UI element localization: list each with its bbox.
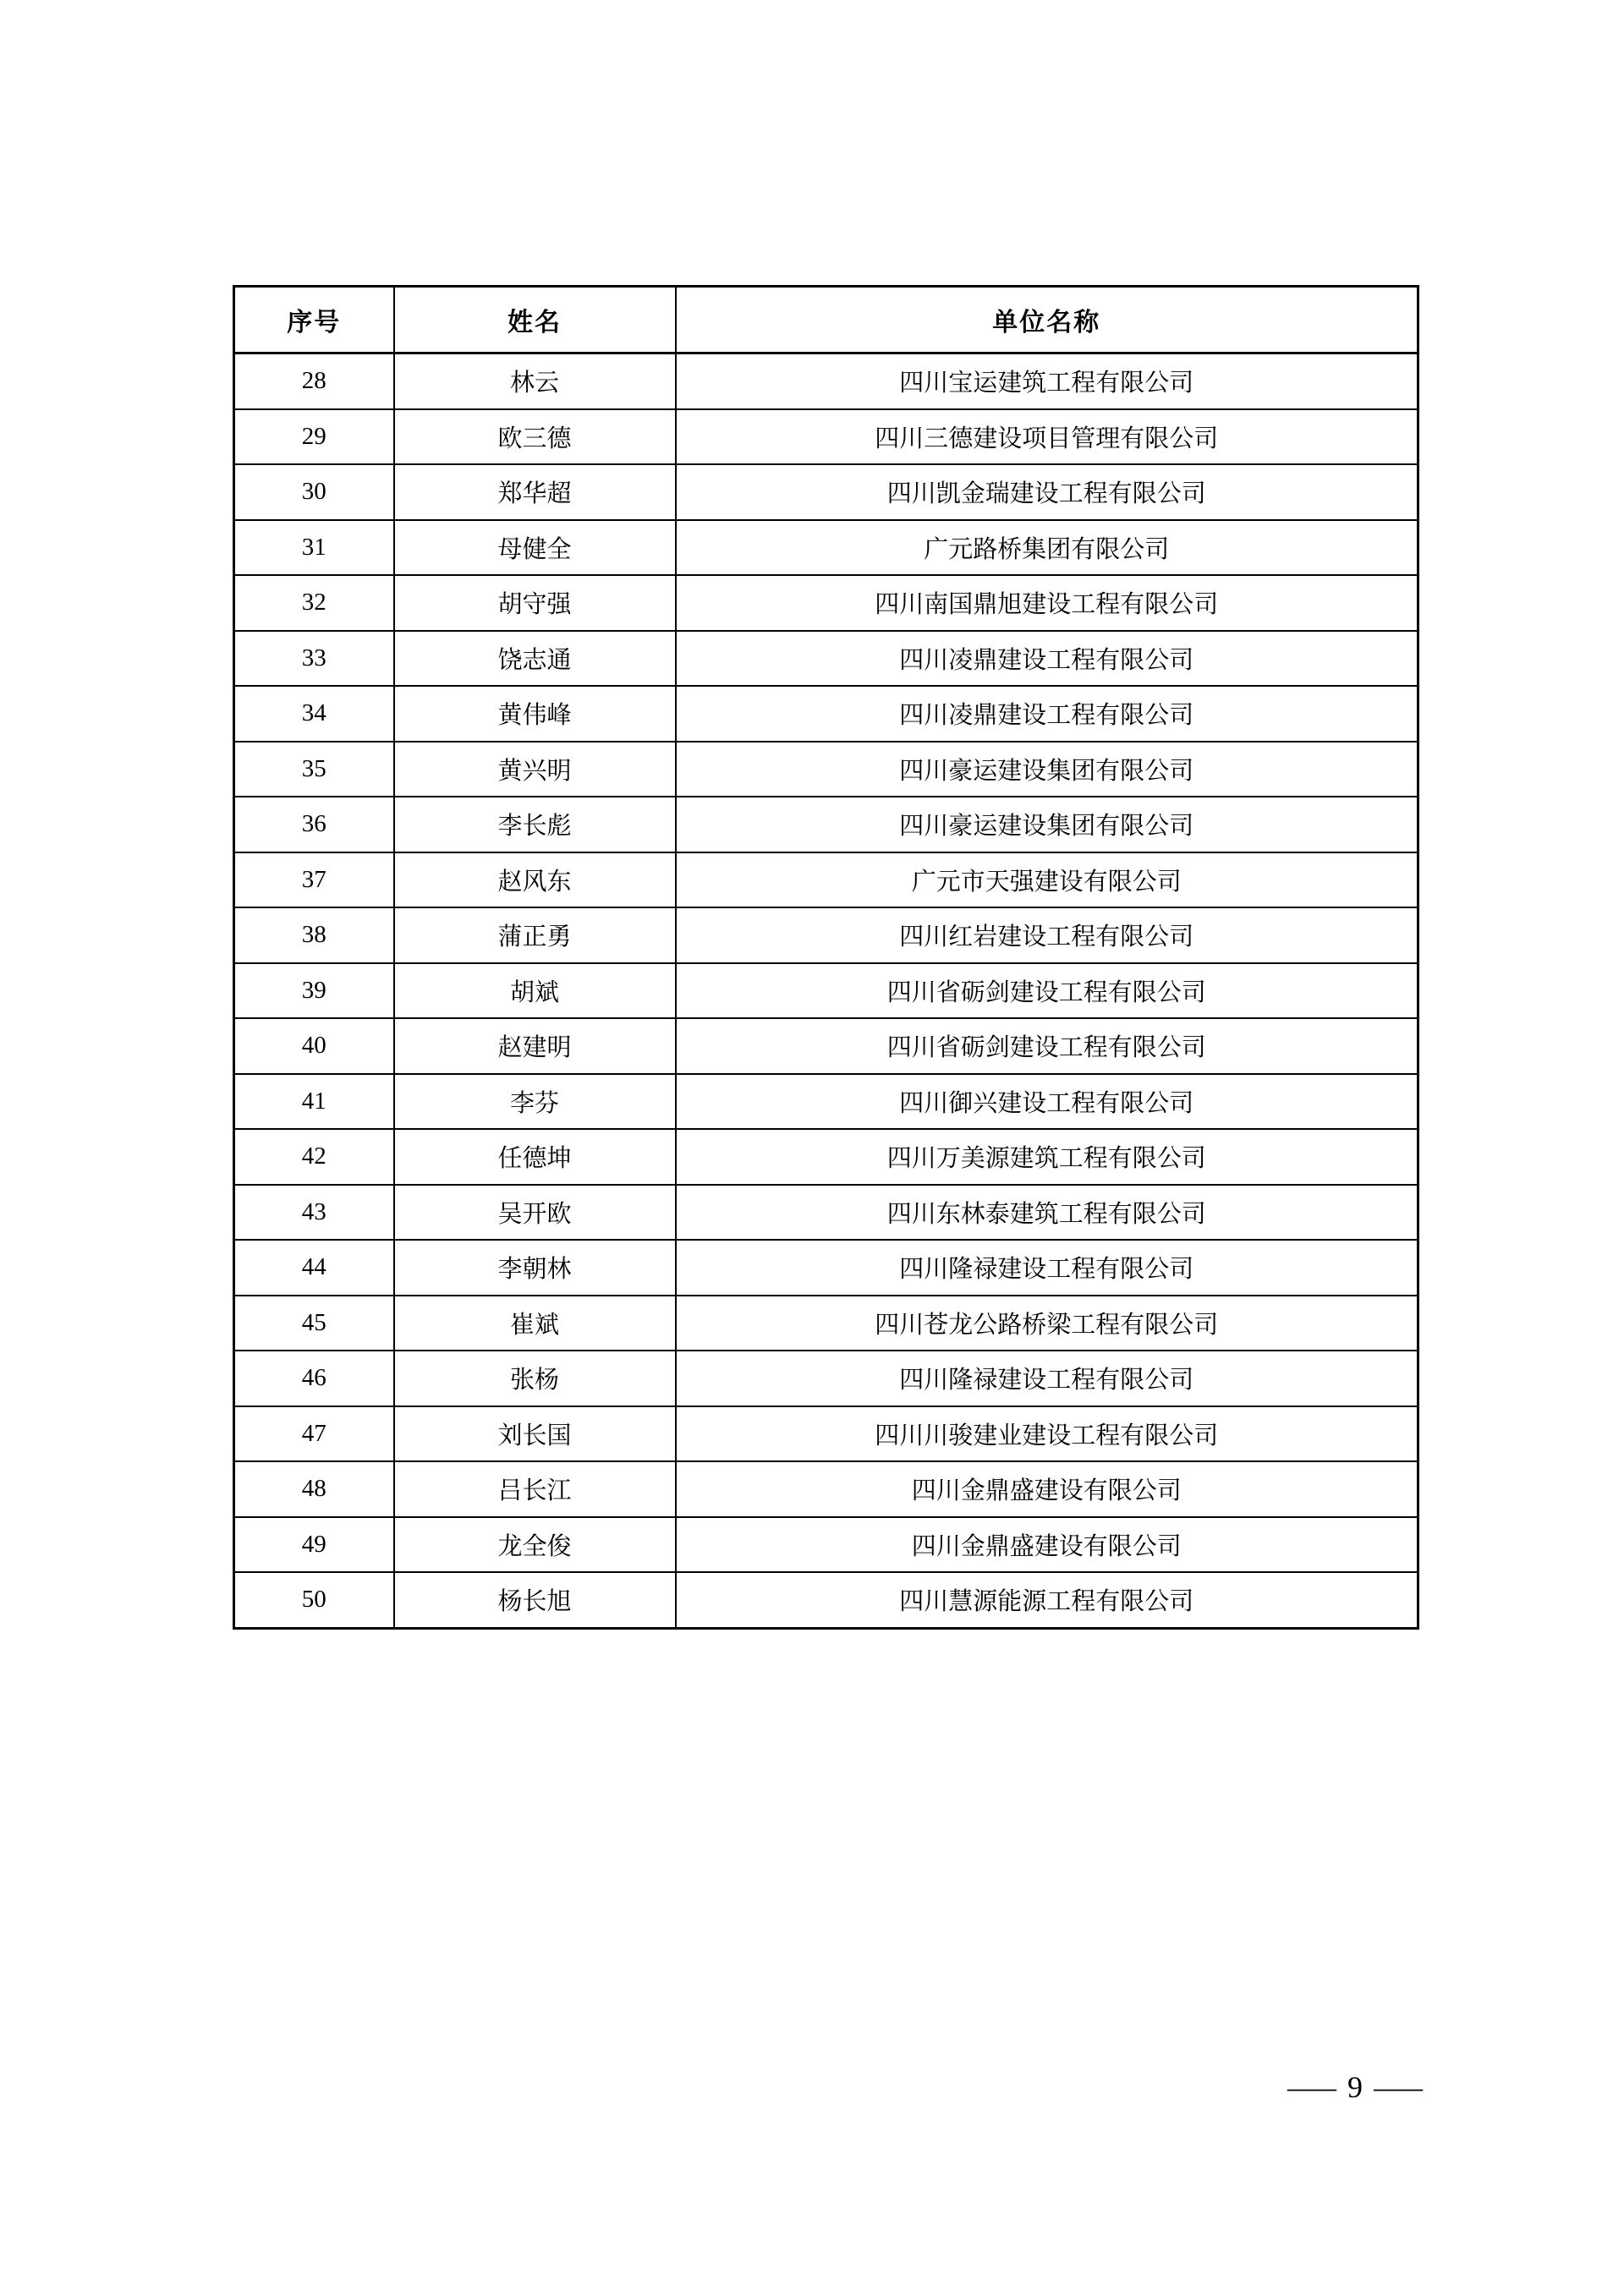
- cell-company: 四川东林泰建筑工程有限公司: [676, 1185, 1418, 1241]
- cell-name: 李长彪: [394, 797, 676, 852]
- cell-name: 林云: [394, 353, 676, 409]
- table-row: [234, 520, 1418, 576]
- cell-company: 四川万美源建筑工程有限公司: [676, 1129, 1418, 1185]
- cell-number: 42: [234, 1129, 394, 1185]
- cell-number: 45: [234, 1296, 394, 1351]
- cell-name: 吴开欧: [394, 1185, 676, 1241]
- page-number-left-dash: —: [1287, 2070, 1336, 2104]
- cell-name: 龙全俊: [394, 1517, 676, 1573]
- table-row: [234, 409, 1418, 465]
- cell-number: 35: [234, 742, 394, 797]
- cell-number: 32: [234, 575, 394, 631]
- table-row: [234, 686, 1418, 742]
- cell-company: 四川凌鼎建设工程有限公司: [676, 686, 1418, 742]
- cell-number: 41: [234, 1074, 394, 1130]
- cell-number: 34: [234, 686, 394, 742]
- cell-company: 四川金鼎盛建设有限公司: [676, 1461, 1418, 1517]
- table-row: [234, 1129, 1418, 1185]
- cell-company: 四川隆禄建设工程有限公司: [676, 1351, 1418, 1406]
- table-row: [234, 353, 1418, 409]
- cell-number: 46: [234, 1351, 394, 1406]
- table-row: [234, 575, 1418, 631]
- table-header-row: [234, 287, 1418, 353]
- cell-company: 四川宝运建筑工程有限公司: [676, 353, 1418, 409]
- cell-name: 崔斌: [394, 1296, 676, 1351]
- cell-number: 33: [234, 631, 394, 687]
- cell-name: 张杨: [394, 1351, 676, 1406]
- cell-number: 31: [234, 520, 394, 576]
- cell-name: 母健全: [394, 520, 676, 576]
- cell-number: 47: [234, 1406, 394, 1462]
- cell-number: 28: [234, 353, 394, 409]
- cell-name: 胡守强: [394, 575, 676, 631]
- cell-number: 37: [234, 852, 394, 908]
- cell-company: 四川御兴建设工程有限公司: [676, 1074, 1418, 1130]
- table-row: [234, 1240, 1418, 1296]
- cell-number: 49: [234, 1517, 394, 1573]
- table-row: [234, 907, 1418, 963]
- header-cell-number: 序号: [234, 287, 394, 353]
- cell-company: 四川省砺剑建设工程有限公司: [676, 1018, 1418, 1074]
- table-row: [234, 1517, 1418, 1573]
- cell-name: 刘长国: [394, 1406, 676, 1462]
- cell-name: 黄伟峰: [394, 686, 676, 742]
- cell-name: 赵风东: [394, 852, 676, 908]
- cell-company: 四川豪运建设集团有限公司: [676, 742, 1418, 797]
- cell-number: 29: [234, 409, 394, 465]
- cell-name: 黄兴明: [394, 742, 676, 797]
- cell-company: 四川凌鼎建设工程有限公司: [676, 631, 1418, 687]
- cell-name: 李芬: [394, 1074, 676, 1130]
- table-row: [234, 963, 1418, 1019]
- page-number-value: 9: [1347, 2070, 1363, 2104]
- table-row: [234, 1296, 1418, 1351]
- cell-number: 43: [234, 1185, 394, 1241]
- cell-name: 杨长旭: [394, 1572, 676, 1628]
- table-row: [234, 797, 1418, 852]
- cell-number: 38: [234, 907, 394, 963]
- cell-number: 50: [234, 1572, 394, 1628]
- page-number: [1276, 2069, 1434, 2105]
- cell-name: 赵建明: [394, 1018, 676, 1074]
- cell-company: 四川红岩建设工程有限公司: [676, 907, 1418, 963]
- table-row: [234, 742, 1418, 797]
- cell-company: 四川苍龙公路桥梁工程有限公司: [676, 1296, 1418, 1351]
- cell-company: 四川隆禄建设工程有限公司: [676, 1240, 1418, 1296]
- header-cell-company: 单位名称: [676, 287, 1418, 353]
- cell-company: 广元市天强建设有限公司: [676, 852, 1418, 908]
- cell-number: 40: [234, 1018, 394, 1074]
- cell-company: 四川凯金瑞建设工程有限公司: [676, 464, 1418, 520]
- cell-name: 李朝林: [394, 1240, 676, 1296]
- table-body: [234, 353, 1418, 1629]
- cell-company: 四川三德建设项目管理有限公司: [676, 409, 1418, 465]
- table-row: [234, 1406, 1418, 1462]
- cell-name: 胡斌: [394, 963, 676, 1019]
- cell-name: 饶志通: [394, 631, 676, 687]
- table-row: [234, 1074, 1418, 1130]
- cell-name: 蒲正勇: [394, 907, 676, 963]
- cell-company: 四川慧源能源工程有限公司: [676, 1572, 1418, 1628]
- cell-number: 36: [234, 797, 394, 852]
- table-row: [234, 1461, 1418, 1517]
- page-number-right-dash: —: [1374, 2070, 1423, 2104]
- cell-company: 广元路桥集团有限公司: [676, 520, 1418, 576]
- cell-company: 四川南国鼎旭建设工程有限公司: [676, 575, 1418, 631]
- table-row: [234, 631, 1418, 687]
- cell-number: 30: [234, 464, 394, 520]
- cell-company: 四川川骏建业建设工程有限公司: [676, 1406, 1418, 1462]
- cell-name: 吕长江: [394, 1461, 676, 1517]
- table-row: [234, 464, 1418, 520]
- cell-number: 39: [234, 963, 394, 1019]
- table-row: [234, 852, 1418, 908]
- cell-number: 48: [234, 1461, 394, 1517]
- cell-number: 44: [234, 1240, 394, 1296]
- table-row: [234, 1185, 1418, 1241]
- cell-name: 郑华超: [394, 464, 676, 520]
- roster-table: [233, 285, 1419, 1630]
- cell-name: 任德坤: [394, 1129, 676, 1185]
- cell-company: 四川豪运建设集团有限公司: [676, 797, 1418, 852]
- cell-name: 欧三德: [394, 409, 676, 465]
- cell-company: 四川金鼎盛建设有限公司: [676, 1517, 1418, 1573]
- table-row: [234, 1351, 1418, 1406]
- table-row: [234, 1018, 1418, 1074]
- header-cell-name: 姓名: [394, 287, 676, 353]
- cell-company: 四川省砺剑建设工程有限公司: [676, 963, 1418, 1019]
- table-row: [234, 1572, 1418, 1628]
